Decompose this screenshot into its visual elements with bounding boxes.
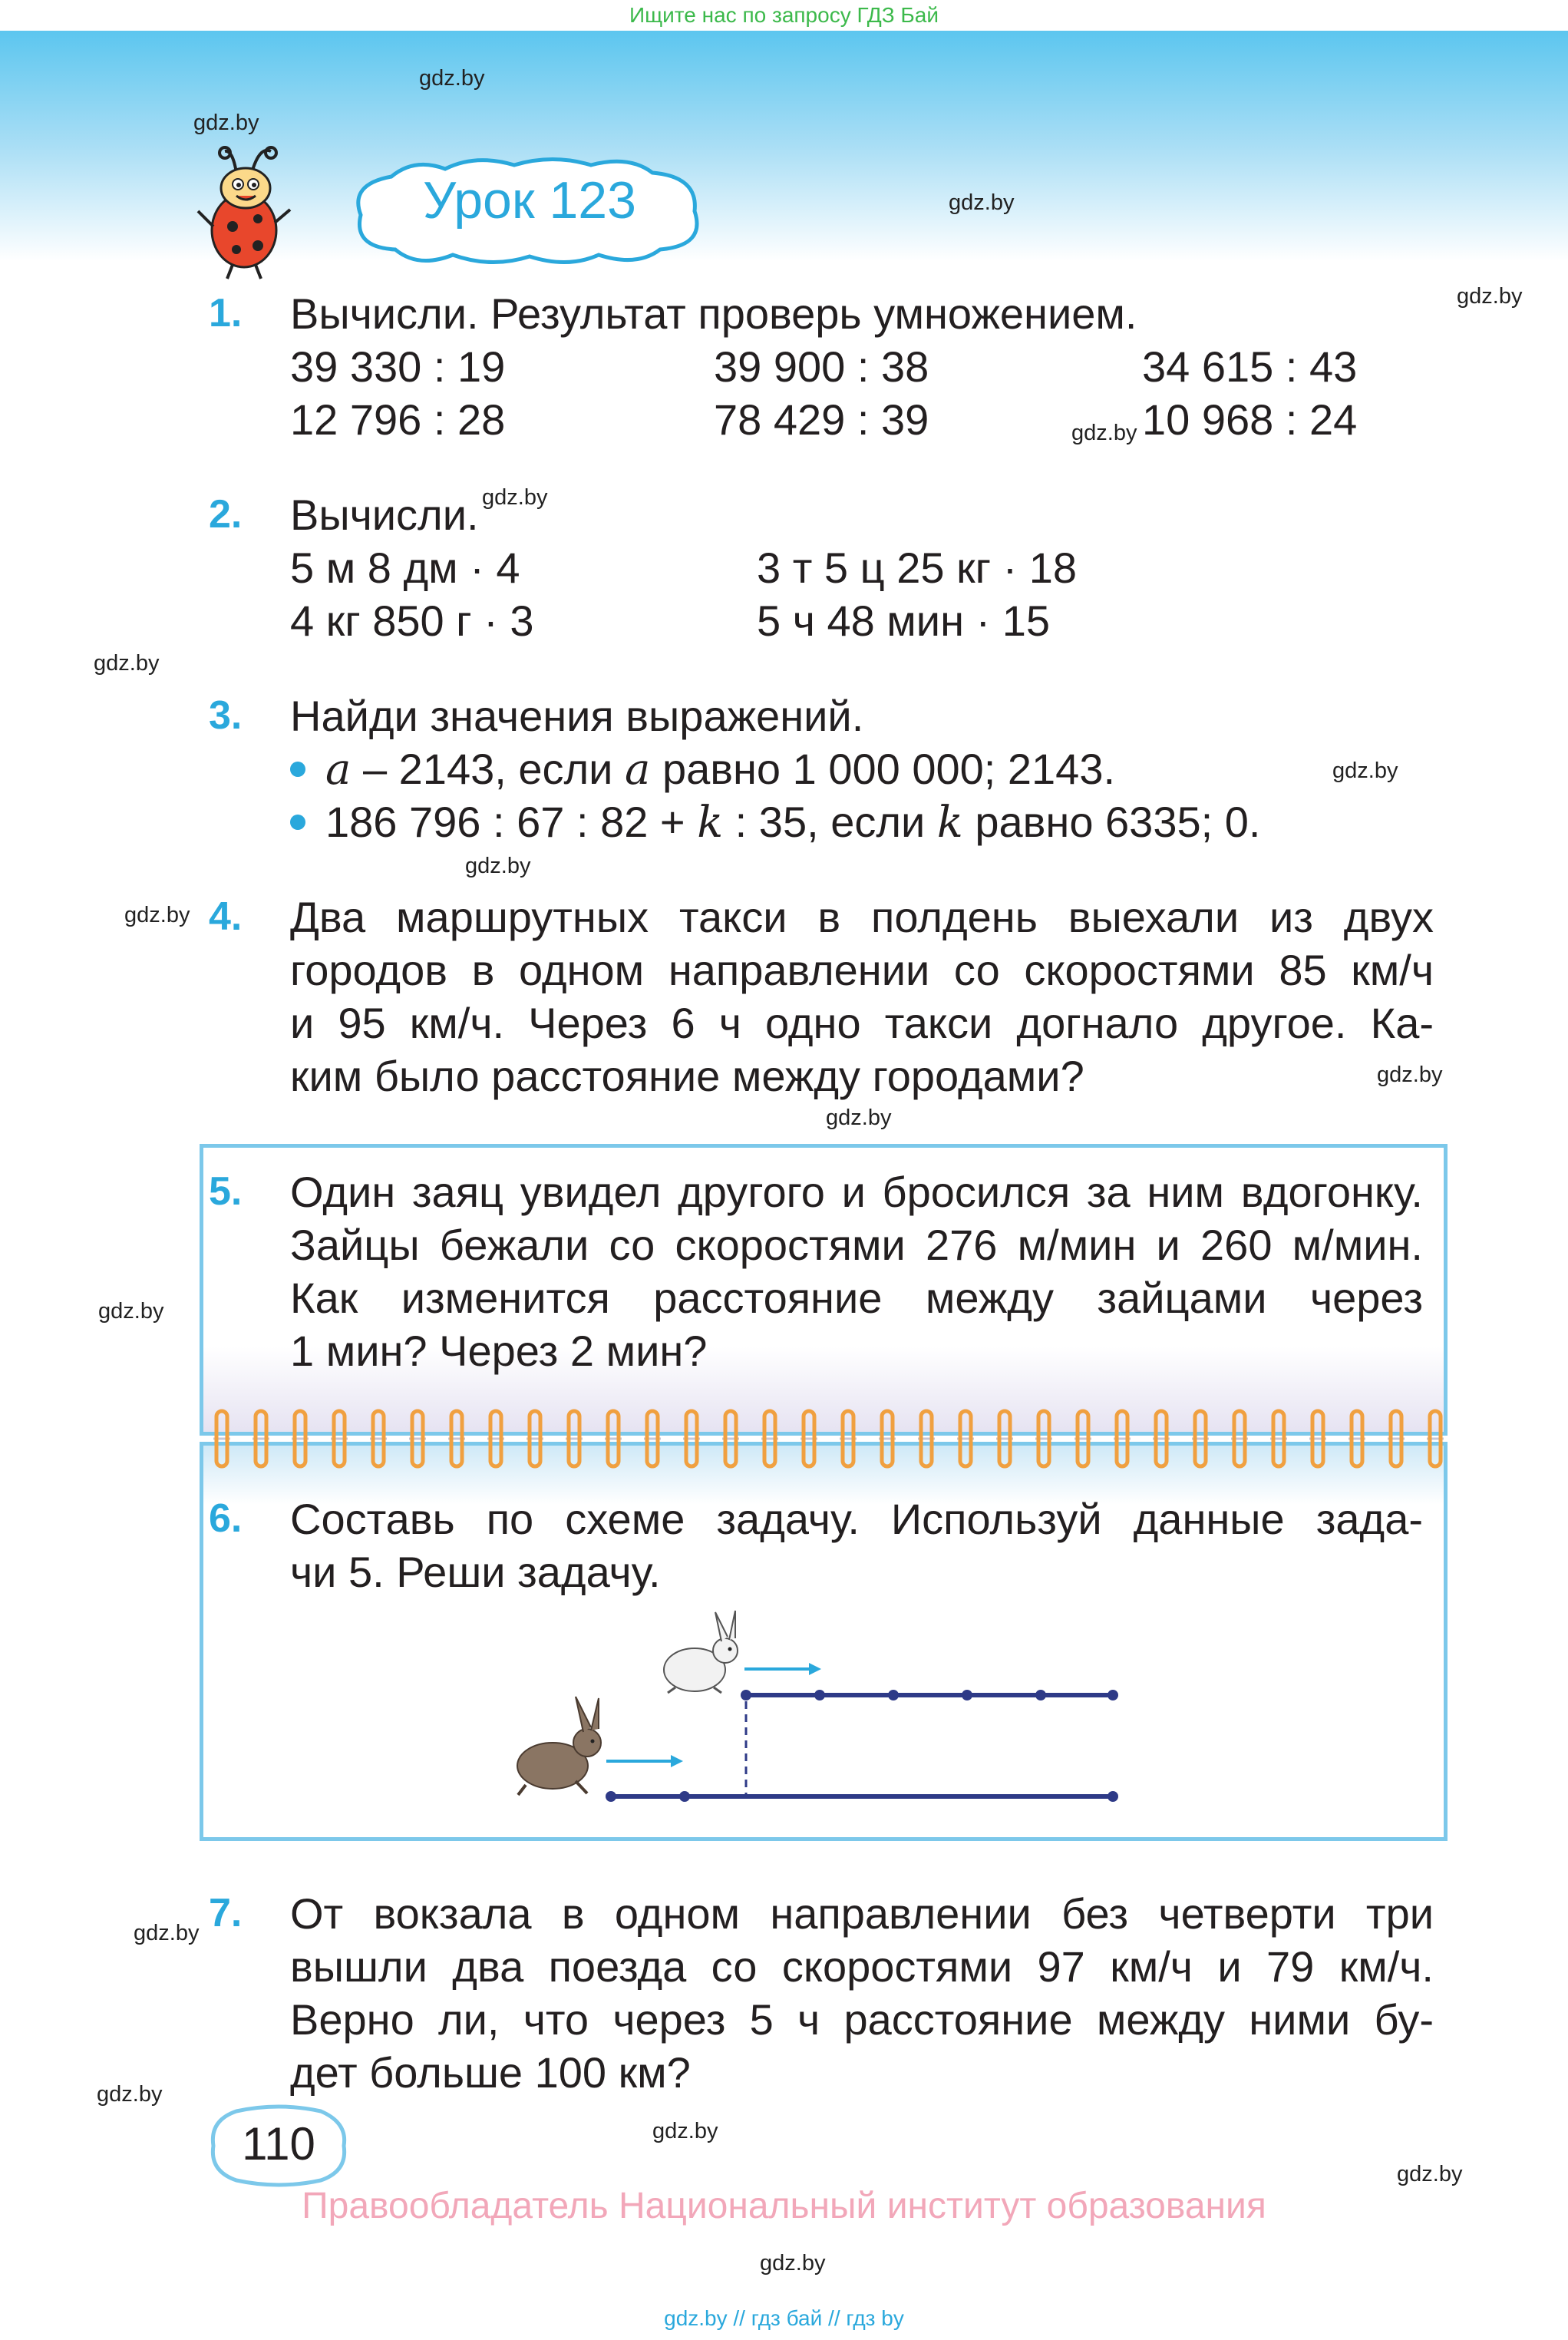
spiral-ring xyxy=(1153,1411,1170,1466)
task-text: Два маршрутных такси в полдень выехали из двух городов в одном направлении со скоростями 85 км/ч и 95 км/ч. Через 6 ч одно такси догнало другое. Ка- ким было расстояние между городами? xyxy=(290,893,1434,1100)
task-text: От вокзала в одном направлении без четверти три вышли два поезда со скоростями 97 км/ч и 79 км/ч. Верно ли, что через 5 ч расстояние между ними бу- дет больше 100 км? xyxy=(290,1889,1434,2097)
copyright-note: Правообладатель Национальный институт образования xyxy=(302,2186,1266,2226)
task-number: 4. xyxy=(209,894,243,939)
spiral-ring xyxy=(1231,1411,1248,1466)
notebook-spiral xyxy=(200,1405,1448,1474)
spiral-ring xyxy=(1192,1411,1209,1466)
spiral-ring xyxy=(722,1411,739,1466)
white-hare-icon xyxy=(664,1611,738,1693)
watermark: gdz.by xyxy=(134,1921,200,1945)
expression: 39 330 : 19 xyxy=(290,342,506,391)
task-number: 2. xyxy=(209,492,243,537)
spiral-ring xyxy=(487,1411,504,1466)
watermark: gdz.by xyxy=(124,903,190,927)
ladybug-mascot-icon xyxy=(190,142,298,280)
spiral-ring xyxy=(527,1411,543,1466)
bullet-item: 186 796 : 67 : 82 + k : 35, если k равно 6335; 0. xyxy=(290,795,1260,849)
spiral-ring xyxy=(1427,1411,1444,1466)
spiral-ring xyxy=(996,1411,1013,1466)
expression: 34 615 : 43 xyxy=(1142,342,1358,391)
spiral-ring xyxy=(331,1411,348,1466)
watermark: gdz.by xyxy=(760,2251,826,2276)
watermark: gdz.by xyxy=(826,1106,892,1130)
watermark: gdz.by xyxy=(1332,759,1398,783)
watermark: gdz.by xyxy=(1071,421,1137,445)
task-number: 5. xyxy=(209,1169,243,1214)
task-number: 1. xyxy=(209,291,243,335)
watermark: gdz.by xyxy=(98,1299,164,1324)
spiral-ring xyxy=(683,1411,700,1466)
page-number: 110 xyxy=(242,2118,315,2170)
task-title: Вычисли. Результат проверь умножением. xyxy=(290,289,1137,338)
expression: 39 900 : 38 xyxy=(714,342,929,391)
spiral-ring xyxy=(1388,1411,1405,1466)
watermark: gdz.by xyxy=(94,651,160,676)
spiral-ring xyxy=(448,1411,465,1466)
spiral-ring xyxy=(644,1411,661,1466)
spiral-ring xyxy=(1309,1411,1326,1466)
spiral-ring xyxy=(957,1411,974,1466)
task-number: 6. xyxy=(209,1496,243,1541)
watermark: gdz.by xyxy=(1397,2162,1463,2186)
task-text: Составь по схеме задачу. Используй данные зада- чи 5. Реши задачу. xyxy=(290,1495,1423,1596)
watermark: gdz.by xyxy=(465,854,531,878)
spiral-ring xyxy=(918,1411,935,1466)
task-title: Найди значения выражений. xyxy=(290,692,864,740)
spiral-ring xyxy=(1270,1411,1287,1466)
watermark: gdz.by xyxy=(1457,284,1523,309)
bullet-icon xyxy=(290,815,305,830)
motion-scheme xyxy=(491,1597,1182,1827)
spiral-ring xyxy=(370,1411,387,1466)
top-banner: Ищите нас по запросу ГДЗ Бай xyxy=(0,0,1568,31)
watermark: gdz.by xyxy=(419,66,485,91)
bullet-item: a – 2143, если a равно 1 000 000; 2143. xyxy=(290,742,1115,796)
spiral-ring xyxy=(566,1411,583,1466)
brown-hare-icon xyxy=(517,1697,601,1795)
task-number: 3. xyxy=(209,693,243,738)
expression: 5 ч 48 мин · 15 xyxy=(757,597,1051,645)
task-title: Вычисли. xyxy=(290,491,479,539)
expression: 5 м 8 дм · 4 xyxy=(290,544,520,592)
spiral-ring xyxy=(1348,1411,1365,1466)
bottom-links[interactable]: gdz.by // гдз бай // гдз by xyxy=(664,2306,904,2330)
watermark: gdz.by xyxy=(949,190,1015,215)
task-text: Один заяц увидел другого и бросился за ним вдогонку. Зайцы бежали со скоростями 276 м/мин и 260 м/мин. Как изменится расстояние между зайцами через 1 мин? Через 2 мин? xyxy=(290,1168,1423,1375)
watermark: gdz.by xyxy=(1377,1063,1443,1087)
spiral-ring xyxy=(879,1411,896,1466)
spiral-ring xyxy=(409,1411,426,1466)
spiral-ring xyxy=(213,1411,230,1466)
expression: 10 968 : 24 xyxy=(1142,395,1358,444)
spiral-ring xyxy=(292,1411,309,1466)
spiral-ring xyxy=(253,1411,269,1466)
watermark: gdz.by xyxy=(193,111,259,135)
spiral-ring xyxy=(761,1411,778,1466)
spiral-ring xyxy=(840,1411,857,1466)
expression: 12 796 : 28 xyxy=(290,395,506,444)
expression: 3 т 5 ц 25 кг · 18 xyxy=(757,544,1078,592)
task-number: 7. xyxy=(209,1891,243,1935)
spiral-ring xyxy=(1114,1411,1131,1466)
spiral-ring xyxy=(1035,1411,1052,1466)
bullet-icon xyxy=(290,762,305,777)
watermark: gdz.by xyxy=(652,2119,718,2143)
watermark: gdz.by xyxy=(97,2082,163,2107)
spiral-ring xyxy=(801,1411,817,1466)
expression: 4 кг 850 г · 3 xyxy=(290,597,534,645)
lesson-title: Урок 123 xyxy=(423,171,636,230)
watermark: gdz.by xyxy=(482,485,548,510)
spiral-ring xyxy=(605,1411,622,1466)
expression: 78 429 : 39 xyxy=(714,395,929,444)
spiral-ring xyxy=(1074,1411,1091,1466)
